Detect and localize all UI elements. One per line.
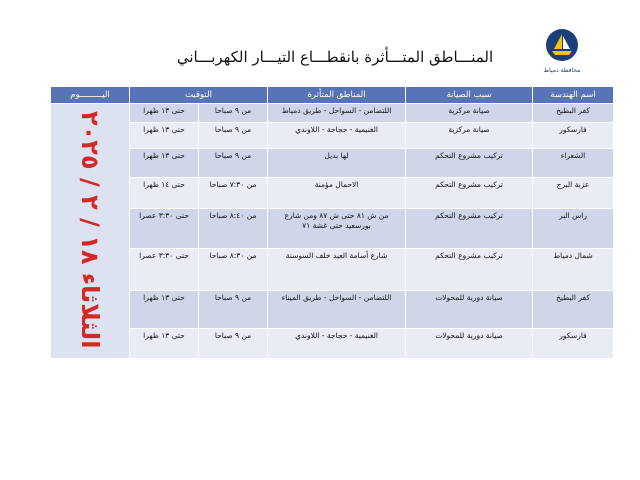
outage-table — [50, 86, 614, 359]
cell-engineering: شمال دمياط — [533, 249, 614, 291]
table-header-row — [51, 87, 614, 104]
table-row — [51, 249, 614, 291]
cell-areas: الاحمال مؤمنة — [268, 178, 406, 209]
table-row — [51, 209, 614, 249]
cell-areas: اللتضامن - السواحل - طريق الميناء — [268, 291, 406, 329]
cell-time-from: من ٩ صباحا — [199, 123, 268, 149]
cell-time-to: حتى ٣:٣٠ عصرا — [130, 209, 199, 249]
cell-time-to: حتى ١٤ ظهرا — [130, 178, 199, 209]
cell-areas: لها بديل — [268, 149, 406, 178]
header-day: اليـــــــــوم — [51, 87, 130, 104]
cell-time-from: من ٨:٤٠ صباحا — [199, 209, 268, 249]
cell-engineering: فارسكور — [533, 329, 614, 359]
day-cell — [51, 104, 130, 359]
cell-reason: صيانة مركزية — [406, 104, 533, 123]
table-row — [51, 291, 614, 329]
cell-time-to: حتى ١٣ ظهرا — [130, 329, 199, 359]
cell-engineering: كفر البطيخ — [533, 291, 614, 329]
cell-areas: من ش ٨١ حتى ش ٨٧ ومن شارع بورسعيد حتى غشة ٧١ — [268, 209, 406, 249]
header-reason: سبب الصيانة — [406, 87, 533, 104]
cell-reason: تركيب مشروع التحكم — [406, 209, 533, 249]
cell-reason: صيانة مركزية — [406, 123, 533, 149]
day-label: الثلاثاء ١٨ / ٢ / ٢٠٢٥ — [76, 110, 104, 349]
cell-areas: الغنيمية - حجاجة - اللاوندي — [268, 123, 406, 149]
cell-time-to: حتى ١٣ ظهرا — [130, 149, 199, 178]
table-row — [51, 149, 614, 178]
cell-time-from: من ٨:٣٠ صباحا — [199, 249, 268, 291]
cell-reason: صيانة دورية للمحولات — [406, 329, 533, 359]
cell-areas: الغنيمية - حجاجة - اللاوندي — [268, 329, 406, 359]
header-areas: المناطق المتأثرة — [268, 87, 406, 104]
cell-areas: اللتضامن - السواحل - طريق دمياط — [268, 104, 406, 123]
header-timing: التوقيت — [130, 87, 268, 104]
logo — [540, 28, 584, 78]
cell-time-from: من ٩ صباحا — [199, 329, 268, 359]
cell-reason: تركيب مشروع التحكم — [406, 149, 533, 178]
cell-time-from: من ٩ صباحا — [199, 104, 268, 123]
cell-engineering: راس البر — [533, 209, 614, 249]
cell-time-to: حتى ٣:٣٠ عصرا — [130, 249, 199, 291]
cell-areas: شارع أسامة العيد خلف السوسنة — [268, 249, 406, 291]
cell-engineering: كفر البطيخ — [533, 104, 614, 123]
cell-time-from: من ٧:٣٠ صباحا — [199, 178, 268, 209]
logo-text: محافظة دمياط — [543, 67, 581, 74]
header-engineering: اسم الهندسة — [533, 87, 614, 104]
cell-reason: تركيب مشروع التحكم — [406, 178, 533, 209]
table-row — [51, 329, 614, 359]
cell-time-to: حتى ١٣ ظهرا — [130, 291, 199, 329]
cell-time-to: حتى ١٣ ظهرا — [130, 104, 199, 123]
cell-time-from: من ٩ صباحا — [199, 149, 268, 178]
cell-reason: تركيب مشروع التحكم — [406, 249, 533, 291]
cell-engineering: عزبة البرج — [533, 178, 614, 209]
page-title: المنـــاطق المتـــأثرة بانقطـــاع التيـــار الكهربـــاني — [176, 48, 494, 66]
sailboat-logo-icon — [545, 28, 579, 62]
cell-engineering: الشعراء — [533, 149, 614, 178]
table-row — [51, 178, 614, 209]
cell-reason: صيانة دورية للمحولات — [406, 291, 533, 329]
cell-time-from: من ٩ صباحا — [199, 291, 268, 329]
cell-time-to: حتى ١٣ ظهرا — [130, 123, 199, 149]
table-row — [51, 104, 614, 123]
cell-engineering: فارسكور — [533, 123, 614, 149]
table-row — [51, 123, 614, 149]
